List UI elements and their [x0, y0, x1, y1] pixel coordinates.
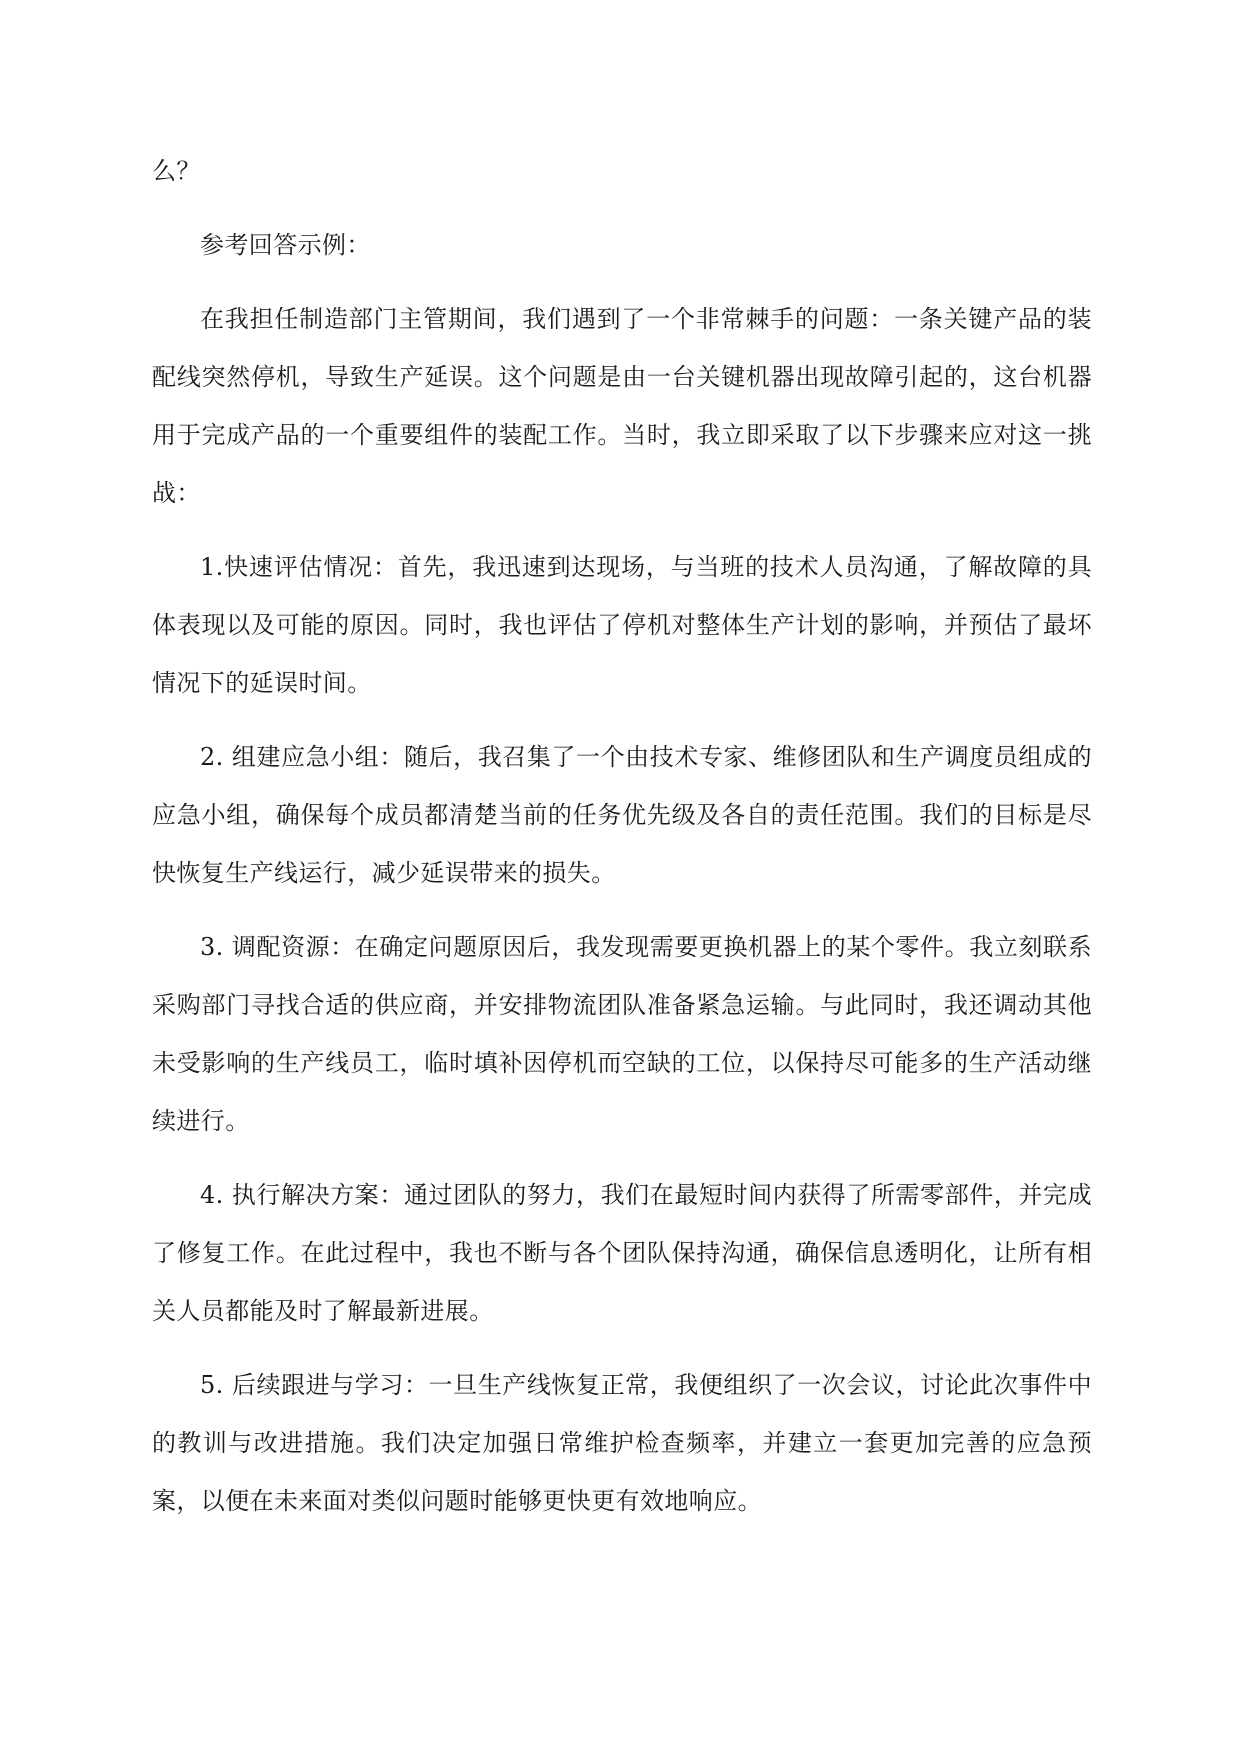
step-5-paragraph: 5. 后续跟进与学习：一旦生产线恢复正常，我便组织了一次会议，讨论此次事件中的教训与改进措施。我们决定加强日常维护检查频率，并建立一套更加完善的应急预案，以便在未来面对类似问题时能够更快更有效地响应。 [152, 1371, 1092, 1515]
intro-paragraph: 在我担任制造部门主管期间，我们遇到了一个非常棘手的问题：一条关键产品的装配线突然停机，导致生产延误。这个问题是由一台关键机器出现故障引起的，这台机器用于完成产品的一个重要组件的装配工作。当时，我立即采取了以下步骤来应对这一挑战： [152, 305, 1092, 507]
answer-heading: 参考回答示例： [200, 231, 371, 259]
continued-question-text: 么？ [152, 157, 201, 185]
step-2-paragraph: 2. 组建应急小组：随后，我召集了一个由技术专家、维修团队和生产调度员组成的应急小组，确保每个成员都清楚当前的任务优先级及各自的责任范围。我们的目标是尽快恢复生产线运行，减少延误带来的损失。 [152, 743, 1092, 887]
document-body [152, 142, 1092, 1546]
step-1-paragraph: 1.快速评估情况：首先，我迅速到达现场，与当班的技术人员沟通，了解故障的具体表现以及可能的原因。同时，我也评估了停机对整体生产计划的影响，并预估了最坏情况下的延误时间。 [152, 553, 1092, 697]
step-3-paragraph: 3. 调配资源：在确定问题原因后，我发现需要更换机器上的某个零件。我立刻联系采购部门寻找合适的供应商，并安排物流团队准备紧急运输。与此同时，我还调动其他未受影响的生产线员工，临时填补因停机而空缺的工位，以保持尽可能多的生产活动继续进行。 [152, 933, 1092, 1135]
step-4-paragraph: 4. 执行解决方案：通过团队的努力，我们在最短时间内获得了所需零部件，并完成了修复工作。在此过程中，我也不断与各个团队保持沟通，确保信息透明化，让所有相关人员都能及时了解最新进展。 [152, 1181, 1092, 1325]
